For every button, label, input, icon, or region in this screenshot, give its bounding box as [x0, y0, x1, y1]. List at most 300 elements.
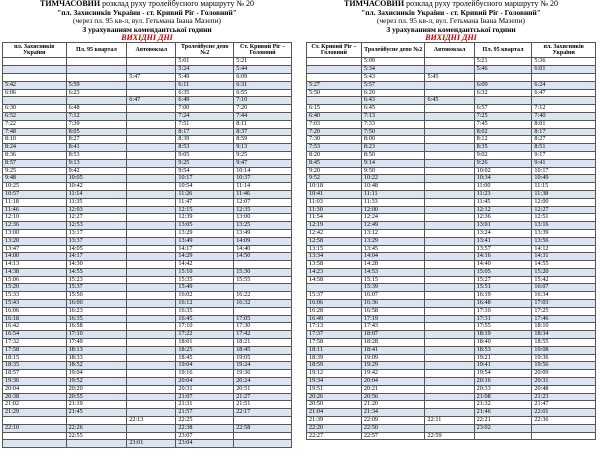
- time-cell: 17:58: [307, 339, 362, 347]
- time-cell: [127, 105, 176, 113]
- time-cell: [66, 66, 127, 74]
- time-cell: 9:47: [234, 159, 292, 167]
- time-cell: 8:45: [307, 159, 362, 167]
- time-cell: 7:51: [176, 120, 234, 128]
- table-row: [3, 81, 292, 89]
- time-cell: [425, 237, 474, 245]
- time-cell: 6:09: [234, 73, 292, 81]
- time-cell: 16:34: [532, 292, 596, 300]
- time-cell: 5:45: [425, 73, 474, 81]
- table-row: [307, 378, 596, 386]
- time-cell: 5:24: [176, 66, 234, 74]
- column-header: пл. Захисників України: [532, 43, 596, 58]
- table-row: [3, 331, 292, 339]
- time-cell: [127, 245, 176, 253]
- table-row: [307, 222, 596, 230]
- time-cell: 20:26: [307, 393, 362, 401]
- time-cell: [127, 409, 176, 417]
- time-cell: 13:17: [66, 229, 127, 237]
- time-cell: 16:22: [234, 292, 292, 300]
- time-cell: [127, 393, 176, 401]
- time-cell: [425, 144, 474, 152]
- time-cell: 21:47: [532, 401, 596, 409]
- time-cell: 10:17: [532, 167, 596, 175]
- time-cell: [307, 58, 362, 66]
- time-cell: 21:02: [3, 401, 67, 409]
- time-cell: [127, 432, 176, 440]
- time-cell: 13:00: [234, 214, 292, 222]
- table-row: [307, 276, 596, 284]
- table-row: [307, 105, 596, 113]
- time-cell: 12:27: [66, 214, 127, 222]
- time-cell: 16:18: [3, 315, 67, 323]
- time-cell: 9:25: [234, 151, 292, 159]
- time-cell: 8:57: [3, 159, 67, 167]
- time-cell: 7:00: [176, 105, 234, 113]
- time-cell: 20:56: [361, 393, 425, 401]
- time-cell: 17:55: [474, 323, 532, 331]
- time-cell: [127, 370, 176, 378]
- time-cell: 17:37: [307, 331, 362, 339]
- time-cell: 6:57: [474, 105, 532, 113]
- time-cell: 12:03: [66, 206, 127, 214]
- time-cell: 5:34: [361, 66, 425, 74]
- time-cell: 15:37: [66, 284, 127, 292]
- table-row: [3, 237, 292, 245]
- column-header: Тролейбусне депо №2: [176, 43, 234, 58]
- time-cell: [127, 206, 176, 214]
- time-cell: 7:30: [307, 136, 362, 144]
- time-cell: 21:23: [532, 393, 596, 401]
- table-row: [3, 214, 292, 222]
- time-cell: 6:49: [176, 97, 234, 105]
- time-cell: 13:57: [474, 245, 532, 253]
- time-cell: 17:42: [234, 331, 292, 339]
- time-cell: 12:49: [361, 222, 425, 230]
- table-row: [307, 331, 596, 339]
- time-cell: 8:02: [474, 128, 532, 136]
- time-cell: 17:05: [234, 315, 292, 323]
- time-cell: 16:49: [307, 315, 362, 323]
- time-cell: 21:29: [3, 409, 67, 417]
- time-cell: 7:22: [3, 120, 67, 128]
- time-cell: [425, 159, 474, 167]
- time-cell: 9:02: [474, 151, 532, 159]
- time-cell: 10:48: [361, 183, 425, 191]
- time-cell: 17:10: [176, 323, 234, 331]
- time-cell: 14:12: [532, 245, 596, 253]
- time-cell: 11:14: [66, 190, 127, 198]
- table-row: [307, 97, 596, 105]
- time-cell: [307, 284, 362, 292]
- time-cell: 18:57: [3, 370, 67, 378]
- time-cell: [3, 432, 67, 440]
- time-cell: 9:05: [176, 151, 234, 159]
- time-cell: 19:42: [361, 370, 425, 378]
- time-cell: [425, 268, 474, 276]
- table-row: [3, 58, 292, 66]
- table-row: [307, 268, 596, 276]
- time-cell: 12:24: [361, 214, 425, 222]
- table-row: [3, 112, 292, 120]
- time-cell: 7:12: [66, 112, 127, 120]
- table-row: [3, 424, 292, 432]
- time-cell: 8:05: [66, 128, 127, 136]
- time-cell: 11:00: [474, 183, 532, 191]
- time-cell: 18:35: [3, 362, 67, 370]
- time-cell: 21:04: [307, 409, 362, 417]
- time-cell: 18:53: [474, 346, 532, 354]
- column-header: Ст. Кривий Ріг – Головний: [307, 43, 362, 58]
- time-cell: [425, 362, 474, 370]
- table-row: [307, 206, 596, 214]
- time-cell: 15:37: [307, 292, 362, 300]
- time-cell: 20:04: [361, 378, 425, 386]
- time-cell: 8:11: [234, 120, 292, 128]
- table-row: [3, 151, 292, 159]
- time-cell: 5:46: [474, 66, 532, 74]
- time-cell: 18:10: [532, 323, 596, 331]
- time-cell: [532, 97, 596, 105]
- timetable-header-row: [307, 43, 596, 58]
- time-cell: 15:42: [532, 276, 596, 284]
- table-row: [3, 229, 292, 237]
- time-cell: 19:36: [234, 370, 292, 378]
- time-cell: 14:31: [532, 253, 596, 261]
- time-cell: 14:13: [3, 261, 67, 269]
- time-cell: [425, 261, 474, 269]
- time-cell: 10:57: [3, 190, 67, 198]
- table-row: [307, 323, 596, 331]
- time-cell: 21:39: [307, 417, 362, 425]
- time-cell: 8:51: [532, 144, 596, 152]
- time-cell: 15:49: [176, 284, 234, 292]
- table-row: [3, 97, 292, 105]
- time-cell: 11:14: [234, 183, 292, 191]
- time-cell: 14:55: [66, 268, 127, 276]
- time-cell: 15:35: [176, 276, 234, 284]
- table-row: [3, 440, 292, 448]
- time-cell: 19:16: [176, 370, 234, 378]
- table-row: [307, 136, 596, 144]
- time-cell: 5:21: [474, 58, 532, 66]
- time-cell: 7:24: [176, 112, 234, 120]
- time-cell: 5:09: [361, 58, 425, 66]
- time-cell: 16:58: [361, 307, 425, 315]
- time-cell: 17:43: [361, 323, 425, 331]
- table-row: [307, 300, 596, 308]
- time-cell: [532, 424, 596, 432]
- time-cell: 10:34: [474, 175, 532, 183]
- time-cell: [425, 81, 474, 89]
- time-cell: 7:13: [361, 112, 425, 120]
- time-cell: 14:09: [234, 237, 292, 245]
- time-cell: 20:09: [532, 370, 596, 378]
- time-cell: 6:31: [234, 81, 292, 89]
- time-cell: 11:38: [532, 190, 596, 198]
- time-cell: 5:21: [234, 58, 292, 66]
- schedule-header: [306, 0, 596, 34]
- time-cell: 6:32: [474, 89, 532, 97]
- time-cell: 15:06: [3, 276, 67, 284]
- time-cell: 7:39: [66, 120, 127, 128]
- time-cell: 12:19: [307, 222, 362, 230]
- time-cell: [127, 315, 176, 323]
- table-row: [307, 245, 596, 253]
- time-cell: [127, 401, 176, 409]
- time-cell: 12:53: [66, 222, 127, 230]
- time-cell: 13:37: [66, 237, 127, 245]
- time-cell: 9:48: [3, 175, 67, 183]
- time-cell: 22:50: [361, 424, 425, 432]
- time-cell: 15:27: [474, 276, 532, 284]
- time-cell: 19:05: [234, 354, 292, 362]
- time-cell: 20:31: [532, 378, 596, 386]
- time-cell: 22:13: [127, 417, 176, 425]
- column-header: Пл. 95 квартал: [474, 43, 532, 58]
- time-cell: 5:47: [127, 73, 176, 81]
- time-cell: 5:36: [532, 58, 596, 66]
- time-cell: 17:22: [176, 331, 234, 339]
- time-cell: 13:56: [532, 237, 596, 245]
- time-cell: 10:25: [3, 183, 67, 191]
- time-cell: [234, 261, 292, 269]
- schedule-title: ТИМЧАСОВИЙ розклад руху тролейбусного маршруту № 20: [343, 0, 559, 8]
- time-cell: 19:04: [66, 370, 127, 378]
- time-cell: 9:25: [176, 159, 234, 167]
- route-name: "пл. Захисників України - ст. Кривий Ріг - Головний": [361, 7, 541, 17]
- table-row: [307, 167, 596, 175]
- time-cell: 16:35: [66, 315, 127, 323]
- table-row: [3, 276, 292, 284]
- time-cell: 5:42: [3, 81, 67, 89]
- time-cell: [425, 66, 474, 74]
- table-row: [3, 159, 292, 167]
- time-cell: [127, 346, 176, 354]
- time-cell: 8:10: [3, 136, 67, 144]
- time-cell: 10:02: [474, 167, 532, 175]
- time-cell: 16:00: [66, 300, 127, 308]
- time-cell: [127, 237, 176, 245]
- table-row: [3, 432, 292, 440]
- time-cell: 9:13: [234, 144, 292, 152]
- time-cell: 10:17: [176, 175, 234, 183]
- time-cell: [127, 128, 176, 136]
- time-cell: 17:32: [3, 339, 67, 347]
- time-cell: 21:07: [176, 393, 234, 401]
- table-row: [307, 159, 596, 167]
- time-cell: 16:36: [361, 300, 425, 308]
- time-cell: 14:17: [66, 253, 127, 261]
- table-row: [3, 362, 292, 370]
- time-cell: [127, 151, 176, 159]
- time-cell: 9:20: [307, 167, 362, 175]
- time-cell: 16:02: [176, 292, 234, 300]
- time-cell: [127, 120, 176, 128]
- time-cell: 9:14: [361, 159, 425, 167]
- time-cell: [66, 97, 127, 105]
- time-cell: [532, 73, 596, 81]
- time-cell: 18:25: [176, 346, 234, 354]
- table-row: [3, 268, 292, 276]
- time-cell: 13:58: [307, 261, 362, 269]
- column-header: Автовокзал: [127, 43, 176, 58]
- time-cell: 18:19: [474, 331, 532, 339]
- time-cell: 7:20: [307, 128, 362, 136]
- table-row: [3, 136, 292, 144]
- table-row: [3, 175, 292, 183]
- time-cell: 13:45: [361, 245, 425, 253]
- time-cell: 11:26: [176, 190, 234, 198]
- table-row: [3, 105, 292, 113]
- table-row: [307, 112, 596, 120]
- time-cell: [425, 128, 474, 136]
- time-cell: 22:10: [3, 424, 67, 432]
- table-row: [307, 393, 596, 401]
- time-cell: 20:50: [307, 401, 362, 409]
- time-cell: 21:19: [66, 401, 127, 409]
- time-cell: [127, 81, 176, 89]
- time-cell: [425, 300, 474, 308]
- time-cell: 18:52: [66, 362, 127, 370]
- time-cell: 14:55: [532, 261, 596, 269]
- time-cell: 22:38: [176, 424, 234, 432]
- time-cell: 20:48: [532, 385, 596, 393]
- time-cell: 11:03: [307, 198, 362, 206]
- time-cell: 22:21: [474, 417, 532, 425]
- time-cell: 7:10: [234, 97, 292, 105]
- time-cell: 15:55: [234, 276, 292, 284]
- time-cell: 16:12: [176, 300, 234, 308]
- time-cell: 22:58: [234, 424, 292, 432]
- table-row: [307, 292, 596, 300]
- table-row: [3, 339, 292, 347]
- time-cell: [425, 354, 474, 362]
- time-cell: 22:11: [425, 417, 474, 425]
- time-cell: 5:01: [176, 58, 234, 66]
- time-cell: 5:27: [307, 81, 362, 89]
- table-row: [3, 183, 292, 191]
- time-cell: [425, 378, 474, 386]
- table-row: [307, 401, 596, 409]
- time-cell: 22:01: [532, 409, 596, 417]
- time-cell: [425, 183, 474, 191]
- time-cell: [425, 339, 474, 347]
- time-cell: 16:07: [532, 284, 596, 292]
- table-row: [3, 417, 292, 425]
- table-row: [3, 128, 292, 136]
- time-cell: 20:21: [361, 385, 425, 393]
- time-cell: 11:15: [532, 183, 596, 191]
- time-cell: [425, 214, 474, 222]
- time-cell: 7:03: [307, 120, 362, 128]
- curfew-note: З урахуванням комендантської години: [386, 24, 516, 34]
- time-cell: 19:12: [307, 370, 362, 378]
- table-row: [307, 120, 596, 128]
- time-cell: 22:25: [176, 417, 234, 425]
- time-cell: 8:01: [532, 120, 596, 128]
- time-cell: 5:43: [361, 73, 425, 81]
- time-cell: 18:07: [361, 331, 425, 339]
- time-cell: 13:01: [474, 222, 532, 230]
- time-cell: 13:16: [532, 222, 596, 230]
- table-row: [3, 73, 292, 81]
- time-cell: 6:23: [66, 89, 127, 97]
- table-row: [3, 245, 292, 253]
- time-cell: [425, 222, 474, 230]
- time-cell: [425, 292, 474, 300]
- time-cell: [474, 97, 532, 105]
- time-cell: 6:45: [361, 105, 425, 113]
- time-cell: 23:02: [474, 424, 532, 432]
- table-row: [3, 307, 292, 315]
- time-cell: 19:24: [234, 362, 292, 370]
- time-cell: 12:12: [474, 206, 532, 214]
- time-cell: 15:33: [3, 292, 67, 300]
- curfew-note: З урахуванням комендантської години: [82, 24, 212, 34]
- time-cell: 9:25: [3, 167, 67, 175]
- time-cell: [127, 331, 176, 339]
- time-cell: 6:24: [532, 81, 596, 89]
- time-cell: 21:57: [176, 409, 234, 417]
- table-row: [307, 66, 596, 74]
- time-cell: 16:28: [307, 307, 362, 315]
- time-cell: 9:54: [176, 167, 234, 175]
- time-cell: 21:45: [66, 409, 127, 417]
- time-cell: 8:24: [3, 144, 67, 152]
- time-cell: 7:48: [3, 128, 67, 136]
- time-cell: 15:10: [176, 268, 234, 276]
- timetable: [306, 42, 596, 440]
- time-cell: [127, 159, 176, 167]
- time-cell: [425, 167, 474, 175]
- time-cell: [127, 354, 176, 362]
- time-cell: 8:12: [474, 136, 532, 144]
- time-cell: [127, 284, 176, 292]
- table-row: [3, 292, 292, 300]
- time-cell: 11:46: [3, 206, 67, 214]
- table-row: [307, 339, 596, 347]
- time-cell: [425, 393, 474, 401]
- time-cell: 22:20: [307, 424, 362, 432]
- table-row: [3, 190, 292, 198]
- table-row: [307, 253, 596, 261]
- time-cell: 16:19: [474, 292, 532, 300]
- table-row: [3, 284, 292, 292]
- table-row: [307, 362, 596, 370]
- time-cell: 10:41: [307, 190, 362, 198]
- table-row: [307, 385, 596, 393]
- table-row: [3, 120, 292, 128]
- time-cell: 12:00: [361, 206, 425, 214]
- time-cell: 7:33: [361, 120, 425, 128]
- time-cell: 17:10: [474, 307, 532, 315]
- time-cell: 15:30: [234, 268, 292, 276]
- table-row: [307, 81, 596, 89]
- time-cell: 19:36: [532, 354, 596, 362]
- time-cell: 19:56: [532, 362, 596, 370]
- time-cell: 19:34: [307, 378, 362, 386]
- time-cell: [127, 190, 176, 198]
- time-cell: 6:47: [532, 89, 596, 97]
- time-cell: 17:49: [66, 339, 127, 347]
- schedule-panel-right: [306, 0, 596, 440]
- time-cell: 9:50: [361, 167, 425, 175]
- table-row: [307, 409, 596, 417]
- time-cell: 16:45: [176, 315, 234, 323]
- time-cell: 14:17: [176, 245, 234, 253]
- schedule-title: ТИМЧАСОВИЙ розклад руху тролейбусного маршруту № 20: [39, 0, 255, 8]
